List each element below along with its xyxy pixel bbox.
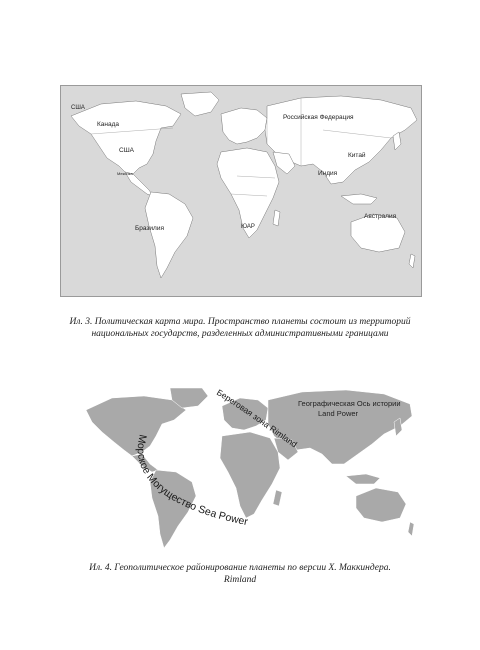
geopolitical-map: [62, 386, 418, 550]
figure-4-caption: [40, 562, 440, 586]
figure-3-caption-line2: национальных государств, разделенных административными границами: [91, 329, 389, 339]
australia-landmass-2: [356, 488, 406, 522]
geopolitical-map-svg: [62, 386, 418, 550]
label-mexico: Мексика: [117, 171, 133, 176]
label-land-power: Land Power: [318, 409, 359, 418]
label-india: Индия: [318, 170, 338, 177]
label-australia: Австралия: [364, 213, 397, 220]
political-map-svg: [61, 86, 421, 296]
label-canada: Канада: [97, 121, 120, 128]
figure-3-caption-line1: Ил. 3. Политическая карта мира. Пространство планеты состоит из территорий: [69, 317, 411, 327]
label-usa: США: [119, 147, 134, 154]
figure-4-caption-line1: Ил. 4. Геополитическое районирование планеты по версии Х. Маккиндера.: [89, 563, 391, 573]
label-rimland: Береговая зона Rimland: [214, 387, 300, 450]
label-russia: Российская Федерация: [283, 114, 354, 121]
label-brazil: Бразилия: [135, 225, 164, 232]
label-geographic-axis: Географическая Ось истории: [298, 399, 401, 408]
figure-4-caption-line2: Rimland: [223, 575, 257, 585]
new-zealand-landmass-2: [408, 522, 414, 536]
madagascar-landmass-2: [273, 490, 282, 506]
indonesia-landmass-2: [346, 474, 380, 484]
label-usa-top: США: [71, 105, 85, 111]
label-rsa: ЮАР: [241, 224, 255, 230]
figure-3-caption: [40, 316, 440, 340]
label-china: Китай: [348, 152, 366, 159]
political-world-map: [60, 85, 422, 297]
label-sea-power: Морское Могущество Sea Power: [134, 433, 249, 529]
africa-landmass-2: [220, 432, 280, 518]
